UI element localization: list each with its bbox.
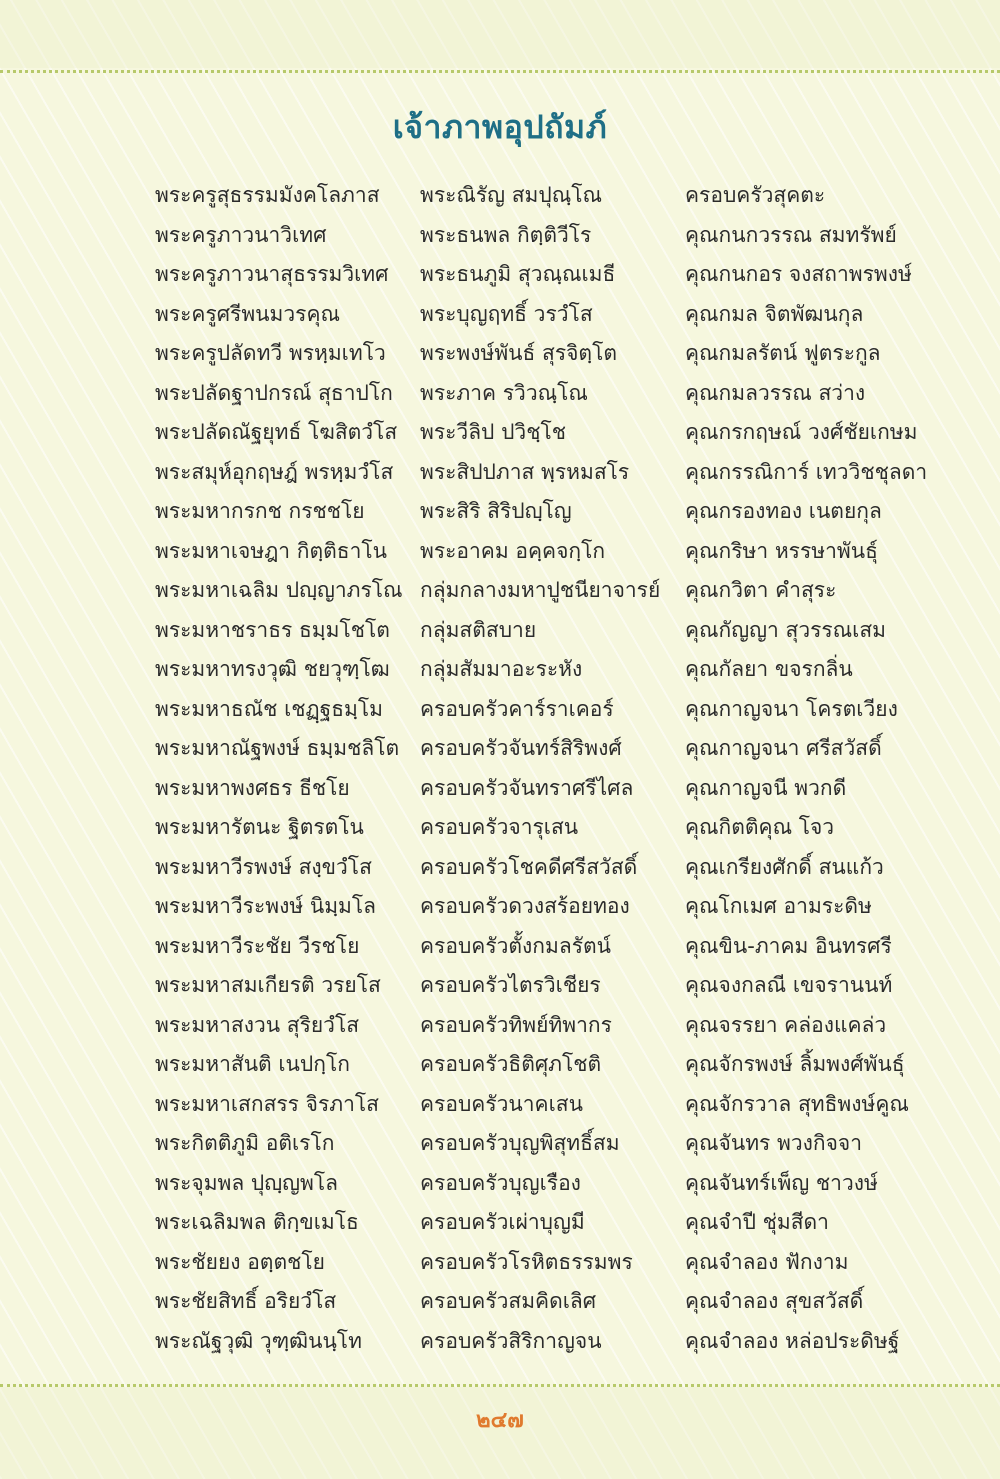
list-item: ครอบครัวเผ่าบุญมี bbox=[420, 1210, 585, 1234]
list-item: คุณกาญจนา ศรีสวัสดิ์ bbox=[685, 736, 882, 760]
list-item: คุณกมลรัตน์ ฟูตระกูล bbox=[685, 341, 881, 365]
list-item: ครอบครัวดวงสร้อยทอง bbox=[420, 894, 630, 918]
list-item: พระครูศรีพนมวรคุณ bbox=[155, 301, 340, 326]
list-item: พระสมุห์อุกฤษฎ์ พรหฺมวํโส bbox=[155, 459, 394, 484]
list-item: คุณกรรณิการ์ เทววิชชุลดา bbox=[685, 459, 928, 484]
list-item: พระจุมพล ปุญฺญพโล bbox=[155, 1170, 339, 1195]
list-item: พระมหาวีระพงษ์ นิมฺมโล bbox=[155, 894, 377, 918]
list-item: กลุ่มสัมมาอะระหัง bbox=[420, 657, 583, 681]
list-item: คุณขิน-ภาคม อินทรศรี bbox=[685, 933, 892, 958]
list-item: พระณัฐวุฒิ วุฑฺฒินนฺโท bbox=[155, 1328, 362, 1353]
list-item: คุณกนกวรรณ สมทรัพย์ bbox=[685, 222, 897, 247]
page-number: ๒๔๗ bbox=[476, 1408, 524, 1433]
list-item: ครอบครัวนาคเสน bbox=[420, 1091, 583, 1116]
list-item: พระครูภาวนาวิเทศ bbox=[155, 222, 327, 247]
list-item: พระมหารัตนะ ฐิตรตโน bbox=[155, 815, 364, 839]
list-item: ครอบครัวจารุเสน bbox=[420, 815, 579, 839]
top-dotted-divider bbox=[0, 70, 1000, 73]
list-item: พระภาค รวิวณฺโณ bbox=[420, 380, 588, 405]
list-item: พระชัยสิทธิ์ อริยวํโส bbox=[155, 1289, 337, 1313]
list-item: พระมหาสันติ เนปกฺโก bbox=[155, 1052, 350, 1076]
list-item: คุณกมล จิตพัฒนกุล bbox=[685, 301, 864, 326]
name-column-3 bbox=[685, 176, 985, 1361]
list-item: พระมหาเฉลิม ปญฺญาภรโณ bbox=[155, 578, 403, 602]
list-item: พระพงษ์พันธ์ สุรจิตฺโต bbox=[420, 341, 617, 365]
list-item: คุณกัลยา ขจรกลิ่น bbox=[685, 657, 853, 681]
list-item: พระธนพล กิตฺติวีโร bbox=[420, 222, 592, 247]
header-band bbox=[0, 0, 1000, 68]
list-item: คุณจำลอง สุขสวัสดิ์ bbox=[685, 1289, 864, 1313]
list-item: ครอบครัวบุญพิสุทธิ์สม bbox=[420, 1131, 620, 1155]
list-item: พระมหาณัฐพงษ์ ธมฺมชลิโต bbox=[155, 736, 400, 760]
list-item: คุณกนกอร จงสถาพรพงษ์ bbox=[685, 262, 912, 286]
list-item: คุณกาญจนา โครตเวียง bbox=[685, 696, 898, 721]
list-item: ครอบครัวโชคดีศรีสวัสดิ์ bbox=[420, 854, 638, 879]
name-column-1 bbox=[155, 176, 405, 1361]
list-item: พระมหาทรงวุฒิ ชยวุฑฺโฒ bbox=[155, 657, 390, 681]
list-item: ครอบครัวคาร์ราเคอร์ bbox=[420, 696, 614, 721]
list-item: ครอบครัวตั้งกมลรัตน์ bbox=[420, 933, 611, 958]
list-item: พระปลัดณัฐยุทธ์ โฆสิตวํโส bbox=[155, 420, 398, 444]
list-item: ครอบครัวไตรวิเชียร bbox=[420, 973, 601, 997]
list-item: พระธนภูมิ สุวณฺณเมธี bbox=[420, 262, 616, 286]
list-item: พระมหาเสกสรร จิรภาโส bbox=[155, 1091, 379, 1116]
list-item: พระครูสุธรรมมังคโลภาส bbox=[155, 183, 380, 207]
name-column-2 bbox=[420, 176, 670, 1361]
page-title: เจ้าภาพอุปถัมภ์ bbox=[392, 108, 608, 146]
list-item: คุณกมลวรรณ สว่าง bbox=[685, 380, 866, 405]
list-item: ครอบครัวธิติศุภโชติ bbox=[420, 1052, 602, 1076]
list-item: พระกิตติภูมิ อติเรโก bbox=[155, 1131, 335, 1155]
list-item: คุณกิตติคุณ โจว bbox=[685, 815, 835, 839]
list-item: พระมหาวีรพงษ์ สงฺขวํโส bbox=[155, 854, 372, 879]
list-item: ครอบครัวบุญเรือง bbox=[420, 1170, 581, 1195]
list-item: ครอบครัวสมคิดเลิศ bbox=[420, 1289, 597, 1313]
list-item: พระเฉลิมพล ติกฺขเมโธ bbox=[155, 1210, 359, 1234]
list-item: พระปลัดฐาปกรณ์ สุธาปโก bbox=[155, 380, 393, 405]
list-item: พระอาคม อคฺคจกฺโก bbox=[420, 538, 606, 563]
list-item: พระชัยยง อตฺตชโย bbox=[155, 1249, 325, 1274]
list-item: พระสิริ สิริปญฺโญ bbox=[420, 499, 572, 523]
list-item: คุณกริษา หรรษาพันธุ์ bbox=[685, 538, 878, 563]
list-item: คุณจำลอง ฟักงาม bbox=[685, 1249, 849, 1274]
list-item: คุณกรกฤษณ์ วงศ์ชัยเกษม bbox=[685, 420, 918, 444]
list-item: พระณิรัญ สมปุณฺโณ bbox=[420, 183, 602, 207]
list-item: กลุ่มสติสบาย bbox=[420, 617, 537, 642]
list-item: คุณเกรียงศักดิ์ สนแก้ว bbox=[685, 854, 884, 879]
list-item: คุณจงกลณี เขจรานนท์ bbox=[685, 973, 893, 997]
list-item: พระครูปลัดทวี พรหฺมเทโว bbox=[155, 341, 386, 365]
list-item: พระวีลิป ปวิชฺโช bbox=[420, 420, 566, 444]
list-item: คุณโกเมศ อามระดิษ bbox=[685, 894, 872, 918]
list-item: พระครูภาวนาสุธรรมวิเทศ bbox=[155, 262, 389, 286]
list-item: คุณจักรวาล สุทธิพงษ์คูณ bbox=[685, 1091, 909, 1116]
list-item: พระมหาวีระชัย วีรชโย bbox=[155, 933, 360, 958]
list-item: คุณจักรพงษ์ ลิ้มพงศ์พันธุ์ bbox=[685, 1052, 905, 1076]
list-item: กลุ่มกลางมหาปูชนียาจารย์ bbox=[420, 578, 661, 602]
list-item: คุณจันทร์เพ็ญ ชาวงษ์ bbox=[685, 1170, 878, 1195]
list-item: พระมหากรกช กรชชโย bbox=[155, 499, 365, 523]
list-item: พระมหาธณัช เชฏฺฐธมฺโม bbox=[155, 696, 384, 721]
list-item: พระสิปปภาส พฺรหมสโร bbox=[420, 459, 630, 484]
list-item: ครอบครัวสิริกาญจน bbox=[420, 1328, 602, 1353]
list-item: พระมหาสงวน สุริยวํโส bbox=[155, 1012, 360, 1037]
list-item: ครอบครัวโรหิตธรรมพร bbox=[420, 1249, 633, 1274]
list-item: พระบุญฤทธิ์ วรวํโส bbox=[420, 301, 593, 326]
list-item: คุณจำลอง หล่อประดิษฐ์ bbox=[685, 1328, 900, 1353]
list-item: คุณกวิตา คำสุระ bbox=[685, 578, 837, 602]
list-item: พระมหาเจษฎา กิตฺติธาโน bbox=[155, 538, 388, 563]
list-item: ครอบครัวจันทราศรีไศล bbox=[420, 775, 634, 800]
list-item: คุณกาญจนี พวกดี bbox=[685, 775, 847, 800]
list-item: คุณกรองทอง เนตยกุล bbox=[685, 499, 882, 523]
list-item: พระมหาพงศธร ธีชโย bbox=[155, 775, 350, 800]
list-item: คุณจันทร พวงกิจจา bbox=[685, 1131, 862, 1155]
list-item: คุณกัญญา สุวรรณเสม bbox=[685, 617, 886, 642]
list-item: ครอบครัวสุคตะ bbox=[685, 183, 826, 207]
list-item: คุณจำปี ชุ่มสีดา bbox=[685, 1210, 829, 1234]
list-item: พระมหาชราธร ธมฺมโชโต bbox=[155, 617, 390, 642]
list-item: ครอบครัวทิพย์ทิพากร bbox=[420, 1012, 612, 1037]
list-item: ครอบครัวจันทร์สิริพงศ์ bbox=[420, 736, 622, 760]
list-item: พระมหาสมเกียรติ วรยโส bbox=[155, 973, 381, 997]
list-item: คุณจรรยา คล่องแคล่ว bbox=[685, 1012, 887, 1037]
